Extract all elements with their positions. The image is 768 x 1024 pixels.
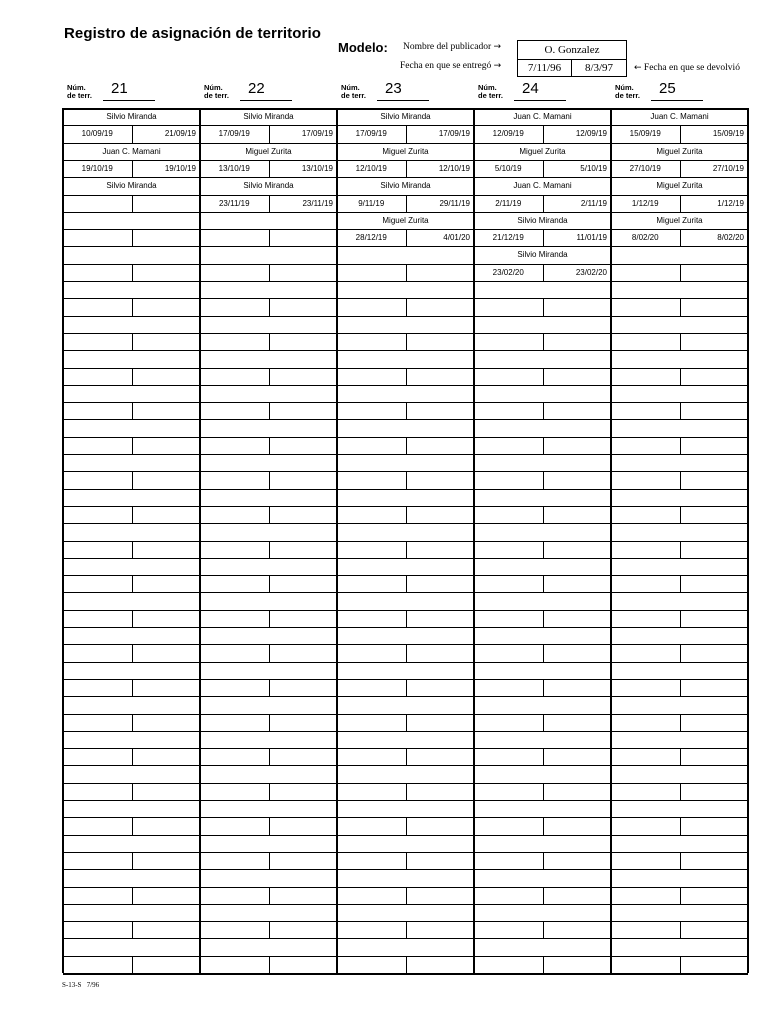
date-divider xyxy=(269,921,270,938)
date-divider xyxy=(406,610,407,627)
date-divider xyxy=(269,402,270,419)
date-divider xyxy=(543,714,544,731)
assigned-date: 8/02/20 xyxy=(631,233,659,243)
date-divider xyxy=(269,195,270,212)
row-divider xyxy=(63,558,748,559)
row-divider xyxy=(63,316,748,317)
territory-number-label: Núm. de terr. xyxy=(204,83,230,100)
date-divider xyxy=(132,298,133,315)
publisher-name: Silvio Miranda xyxy=(517,250,568,260)
assigned-date: 17/09/19 xyxy=(218,129,250,139)
date-divider xyxy=(680,368,681,385)
date-divider xyxy=(406,575,407,592)
assigned-date: 13/10/19 xyxy=(218,163,250,173)
publisher-name: Juan C. Mamani xyxy=(102,146,161,156)
date-divider xyxy=(132,921,133,938)
date-divider xyxy=(406,160,407,177)
date-divider xyxy=(269,748,270,765)
date-divider xyxy=(543,921,544,938)
date-divider xyxy=(543,298,544,315)
date-divider xyxy=(406,471,407,488)
assigned-date: 2/11/19 xyxy=(495,198,522,208)
date-divider xyxy=(132,229,133,246)
publisher-name: Silvio Miranda xyxy=(380,112,431,121)
assigned-date: 10/09/19 xyxy=(81,129,113,139)
arrow-right-icon: → xyxy=(493,61,502,71)
row-divider xyxy=(63,246,748,247)
date-divider xyxy=(406,644,407,661)
assigned-date: 15/09/19 xyxy=(629,129,661,139)
publisher-name: Miguel Zurita xyxy=(245,146,292,156)
returned-date: 5/10/19 xyxy=(580,163,607,173)
date-divider xyxy=(680,541,681,558)
date-divider xyxy=(132,610,133,627)
date-divider xyxy=(269,714,270,731)
row-divider xyxy=(63,938,748,939)
form-code: S-13-S 7/96 xyxy=(62,981,100,989)
date-divider xyxy=(543,471,544,488)
date-divider xyxy=(132,264,133,281)
date-divider xyxy=(543,887,544,904)
date-divider xyxy=(132,437,133,454)
date-divider xyxy=(132,748,133,765)
assigned-date: 28/12/19 xyxy=(355,233,387,243)
date-divider xyxy=(269,125,270,142)
date-divider xyxy=(406,541,407,558)
model-delivered-date: 7/11/96 xyxy=(517,59,572,77)
date-divider xyxy=(406,229,407,246)
territory-header xyxy=(478,80,608,104)
returned-date: 13/10/19 xyxy=(301,163,333,173)
returned-date: 1/12/19 xyxy=(717,198,744,208)
date-divider xyxy=(543,229,544,246)
date-divider xyxy=(543,644,544,661)
date-divider xyxy=(543,817,544,834)
date-divider xyxy=(406,921,407,938)
row-divider xyxy=(63,973,748,975)
publisher-name: Juan C. Mamani xyxy=(650,112,709,121)
date-divider xyxy=(406,748,407,765)
assigned-date: 1/12/19 xyxy=(631,198,659,208)
date-divider xyxy=(406,887,407,904)
date-divider xyxy=(269,575,270,592)
date-divider xyxy=(543,195,544,212)
assigned-date: 5/10/19 xyxy=(494,163,522,173)
publisher-name: Miguel Zurita xyxy=(656,146,703,156)
date-divider xyxy=(269,644,270,661)
date-divider xyxy=(406,506,407,523)
date-divider xyxy=(406,264,407,281)
date-divider xyxy=(543,506,544,523)
date-divider xyxy=(132,160,133,177)
date-divider xyxy=(680,195,681,212)
assigned-date: 12/09/19 xyxy=(492,129,524,139)
returned-date: 27/10/19 xyxy=(712,163,744,173)
date-divider xyxy=(406,333,407,350)
date-divider xyxy=(543,125,544,142)
returned-date: 19/10/19 xyxy=(164,163,196,173)
publisher-name: Miguel Zurita xyxy=(382,215,429,225)
publisher-name: Miguel Zurita xyxy=(519,146,566,156)
date-divider xyxy=(680,160,681,177)
assigned-date: 19/10/19 xyxy=(81,163,113,173)
returned-date: 23/11/19 xyxy=(302,198,333,208)
date-divider xyxy=(132,575,133,592)
date-divider xyxy=(680,298,681,315)
returned-date: 12/09/19 xyxy=(575,129,607,139)
territory-number: 23 xyxy=(385,80,402,97)
publisher-name: Silvio Miranda xyxy=(106,181,157,191)
date-divider xyxy=(680,783,681,800)
date-divider xyxy=(132,402,133,419)
date-divider xyxy=(543,333,544,350)
date-divider xyxy=(269,887,270,904)
row-divider xyxy=(63,696,748,697)
territory-number-label: Núm. de terr. xyxy=(67,83,93,100)
returned-date: 29/11/19 xyxy=(439,198,470,208)
model-publisher-label: Nombre del publicador → xyxy=(403,42,502,52)
date-divider xyxy=(680,437,681,454)
date-divider xyxy=(680,748,681,765)
row-divider xyxy=(63,350,748,351)
returned-date: 15/09/19 xyxy=(712,129,744,139)
date-divider xyxy=(269,610,270,627)
date-divider xyxy=(680,644,681,661)
territory-number-underline xyxy=(240,100,292,101)
model-publisher-name: O. Gonzalez xyxy=(517,40,627,60)
assigned-date: 17/09/19 xyxy=(355,129,387,139)
returned-date: 8/02/20 xyxy=(717,233,744,243)
model-label: Modelo: xyxy=(338,40,388,55)
returned-date: 12/10/19 xyxy=(438,163,470,173)
row-divider xyxy=(63,419,748,420)
territory-number-label: Núm. de terr. xyxy=(478,83,504,100)
date-divider xyxy=(406,679,407,696)
date-divider xyxy=(132,195,133,212)
date-divider xyxy=(269,783,270,800)
date-divider xyxy=(269,471,270,488)
publisher-name: Silvio Miranda xyxy=(517,215,568,225)
returned-date: 17/09/19 xyxy=(438,129,470,139)
column-divider xyxy=(199,108,201,973)
date-divider xyxy=(543,679,544,696)
territory-number: 21 xyxy=(111,80,128,97)
assigned-date: 23/02/20 xyxy=(492,267,524,277)
date-divider xyxy=(680,471,681,488)
date-divider xyxy=(406,195,407,212)
date-divider xyxy=(543,402,544,419)
date-divider xyxy=(406,783,407,800)
publisher-name: Silvio Miranda xyxy=(106,112,157,121)
publisher-name: Silvio Miranda xyxy=(243,112,294,121)
date-divider xyxy=(269,333,270,350)
date-divider xyxy=(680,714,681,731)
date-divider xyxy=(680,264,681,281)
territory-number-underline xyxy=(377,100,429,101)
model-returned-label: ← Fecha en que se devolvió xyxy=(634,63,740,73)
row-divider xyxy=(63,523,748,524)
date-divider xyxy=(132,817,133,834)
territory-number-underline xyxy=(514,100,566,101)
date-divider xyxy=(543,264,544,281)
returned-date: 21/09/19 xyxy=(164,129,196,139)
row-divider xyxy=(63,489,748,490)
arrow-right-icon: → xyxy=(493,42,502,52)
date-divider xyxy=(680,229,681,246)
date-divider xyxy=(543,610,544,627)
date-divider xyxy=(406,437,407,454)
territory-number-label: Núm. de terr. xyxy=(341,83,367,100)
date-divider xyxy=(132,125,133,142)
date-divider xyxy=(269,679,270,696)
territory-header xyxy=(67,80,197,104)
returned-date: 2/11/19 xyxy=(580,198,607,208)
date-divider xyxy=(269,160,270,177)
date-divider xyxy=(680,402,681,419)
date-divider xyxy=(543,748,544,765)
territory-header xyxy=(204,80,334,104)
row-divider xyxy=(63,869,748,870)
column-divider xyxy=(473,108,475,973)
territory-header xyxy=(341,80,471,104)
date-divider xyxy=(406,956,407,973)
column-divider xyxy=(336,108,338,973)
date-divider xyxy=(406,402,407,419)
arrow-left-icon: ← xyxy=(634,63,642,73)
publisher-name: Silvio Miranda xyxy=(243,181,294,191)
row-divider xyxy=(63,454,748,455)
territory-number: 25 xyxy=(659,80,676,97)
date-divider xyxy=(269,817,270,834)
territory-number-underline xyxy=(103,100,155,101)
row-divider xyxy=(63,592,748,593)
row-divider xyxy=(63,800,748,801)
date-divider xyxy=(132,644,133,661)
date-divider xyxy=(269,541,270,558)
row-divider xyxy=(63,385,748,386)
date-divider xyxy=(680,956,681,973)
date-divider xyxy=(680,887,681,904)
date-divider xyxy=(543,437,544,454)
row-divider xyxy=(63,731,748,732)
date-divider xyxy=(543,160,544,177)
date-divider xyxy=(406,852,407,869)
date-divider xyxy=(269,956,270,973)
territory-number-underline xyxy=(651,100,703,101)
date-divider xyxy=(680,333,681,350)
date-divider xyxy=(132,506,133,523)
returned-date: 17/09/19 xyxy=(301,129,333,139)
date-divider xyxy=(680,575,681,592)
date-divider xyxy=(543,852,544,869)
date-divider xyxy=(543,783,544,800)
date-divider xyxy=(269,506,270,523)
territory-number: 22 xyxy=(248,80,265,97)
publisher-name: Miguel Zurita xyxy=(382,146,429,156)
date-divider xyxy=(132,783,133,800)
publisher-name: Miguel Zurita xyxy=(656,181,703,191)
date-divider xyxy=(269,229,270,246)
date-divider xyxy=(132,887,133,904)
model-delivered-label: Fecha en que se entregó → xyxy=(400,61,502,71)
date-divider xyxy=(132,333,133,350)
date-divider xyxy=(269,298,270,315)
date-divider xyxy=(543,541,544,558)
date-divider xyxy=(132,956,133,973)
date-divider xyxy=(269,368,270,385)
assigned-date: 21/12/19 xyxy=(492,233,524,243)
publisher-name: Juan C. Mamani xyxy=(513,181,572,191)
assigned-date: 9/11/19 xyxy=(358,198,385,208)
territory-number-label: Núm. de terr. xyxy=(615,83,641,100)
date-divider xyxy=(269,264,270,281)
returned-date: 11/01/19 xyxy=(576,233,607,243)
publisher-name: Silvio Miranda xyxy=(380,181,431,191)
date-divider xyxy=(680,125,681,142)
returned-date: 4/01/20 xyxy=(443,233,470,243)
date-divider xyxy=(132,714,133,731)
date-divider xyxy=(406,368,407,385)
territory-header xyxy=(615,80,745,104)
model-returned-date: 8/3/97 xyxy=(571,59,627,77)
date-divider xyxy=(132,471,133,488)
date-divider xyxy=(406,298,407,315)
returned-date: 23/02/20 xyxy=(575,267,607,277)
publisher-name: Juan C. Mamani xyxy=(513,112,572,121)
date-divider xyxy=(132,541,133,558)
date-divider xyxy=(269,437,270,454)
assigned-date: 12/10/19 xyxy=(355,163,387,173)
column-divider xyxy=(610,108,612,973)
assignment-grid xyxy=(63,108,748,973)
publisher-name: Miguel Zurita xyxy=(656,215,703,225)
assigned-date: 23/11/19 xyxy=(218,198,250,208)
row-divider xyxy=(63,835,748,836)
date-divider xyxy=(543,956,544,973)
date-divider xyxy=(132,679,133,696)
date-divider xyxy=(406,125,407,142)
column-divider xyxy=(62,108,64,973)
date-divider xyxy=(680,610,681,627)
date-divider xyxy=(406,817,407,834)
column-divider xyxy=(747,108,749,973)
date-divider xyxy=(543,368,544,385)
territory-number: 24 xyxy=(522,80,539,97)
date-divider xyxy=(680,506,681,523)
date-divider xyxy=(680,679,681,696)
date-divider xyxy=(132,368,133,385)
assigned-date: 27/10/19 xyxy=(629,163,661,173)
date-divider xyxy=(543,575,544,592)
row-divider xyxy=(63,281,748,282)
date-divider xyxy=(406,714,407,731)
date-divider xyxy=(680,852,681,869)
row-divider xyxy=(63,765,748,766)
date-divider xyxy=(132,852,133,869)
row-divider xyxy=(63,662,748,663)
row-divider xyxy=(63,627,748,628)
date-divider xyxy=(680,817,681,834)
row-divider xyxy=(63,904,748,905)
page-title: Registro de asignación de territorio xyxy=(64,25,321,42)
date-divider xyxy=(680,921,681,938)
date-divider xyxy=(269,852,270,869)
